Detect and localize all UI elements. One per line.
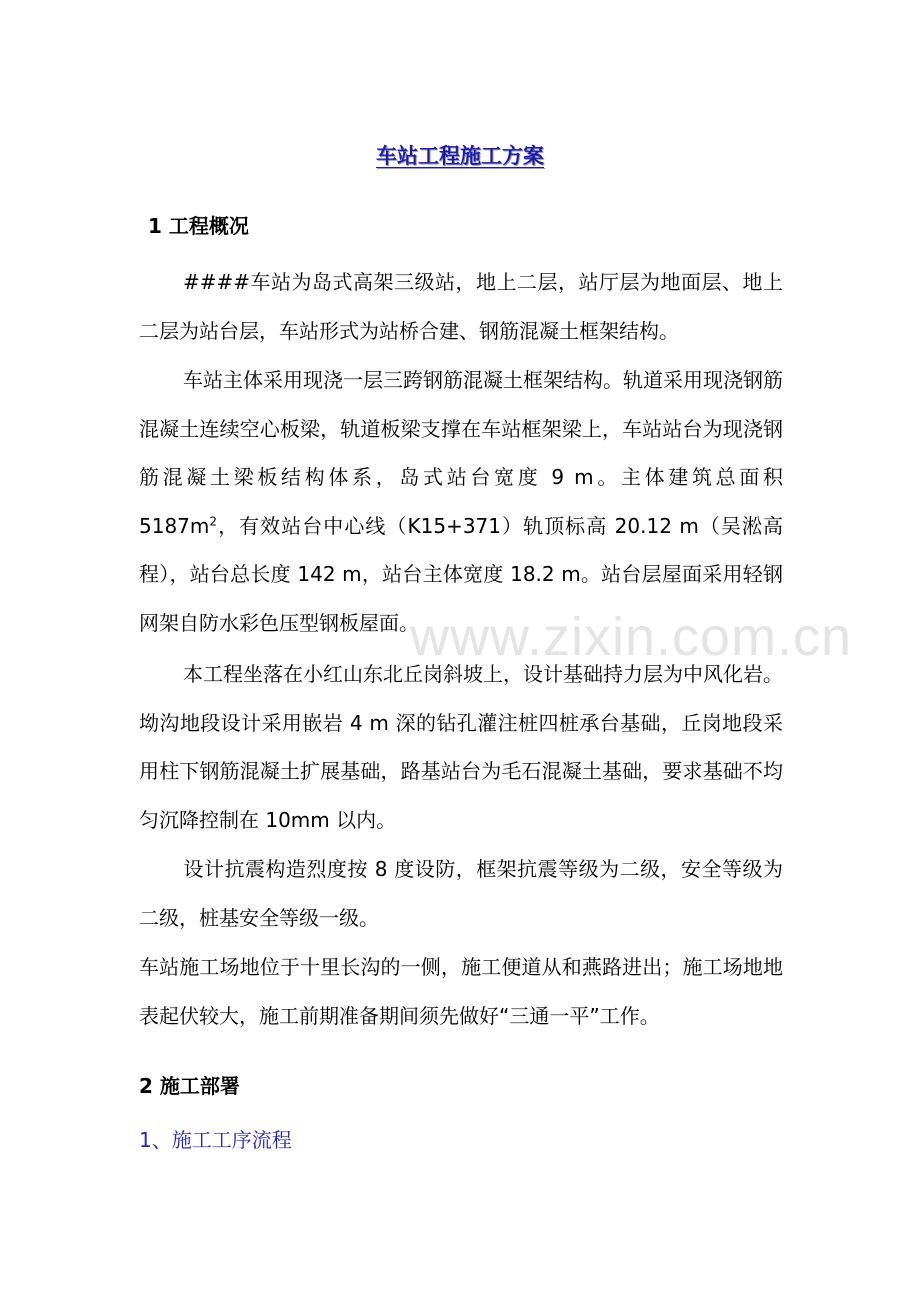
- paragraph-overview: [139, 258, 783, 355]
- document-title: 车站工程施工方案: [376, 144, 544, 168]
- subheading-process-flow: 1、施工工序流程: [139, 1128, 292, 1152]
- paragraph-site: 车站施工场地位于十里长沟的一侧，施工便道从和燕路进出；施工场地地表起伏较大，施工前期准备期间须先做好“三通一平”工作。: [139, 955, 783, 1028]
- paragraph-structure: [139, 356, 783, 647]
- section-heading-2: 2 施工部署: [139, 1074, 240, 1098]
- watermark: www.zixin.com.cn: [410, 607, 853, 667]
- paragraph-structure-text-a: 车站主体采用现浇一层三跨钢筋混凝土框架结构。轨道采用现浇钢筋混凝土连续空心板梁，轨道板梁支撑在车站框架梁上，车站站台为现浇钢筋混凝土梁板结构体系，岛式站台宽度 9 m。主体建筑总面积 5187m: [139, 368, 783, 538]
- paragraph-foundation-text: 本工程坐落在小红山东北丘岗斜坡上，设计基础持力层为中风化岩。坳沟地段设计采用嵌岩 4 m 深的钻孔灌注桩四桩承台基础，丘岗地段采用柱下钢筋混凝土扩展基础，路基站台为毛石混凝土基础，要求基础不均匀沉降控制在 10mm 以内。: [139, 662, 783, 832]
- superscript-2: 2: [209, 513, 218, 528]
- paragraph-overview-text: ####车站为岛式高架三级站，地上二层，站厅层为地面层、地上二层为站台层，车站形式为站桥合建、钢筋混凝土框架结构。: [139, 270, 783, 343]
- paragraph-structure-text-b: ，有效站台中心线（K15+371）轨顶标高 20.12 m（吴淞高程），站台总长度 142 m，站台主体宽度 18.2 m。站台层屋面采用轻钢网架自防水彩色压型钢板屋面。: [139, 513, 783, 635]
- section-heading-1: 1 工程概况: [148, 214, 249, 238]
- paragraph-seismic-text: 设计抗震构造烈度按 8 度设防，框架抗震等级为二级，安全等级为二级，桩基安全等级一级。: [139, 857, 783, 930]
- paragraph-seismic: [139, 845, 783, 942]
- paragraph-foundation: [139, 650, 783, 844]
